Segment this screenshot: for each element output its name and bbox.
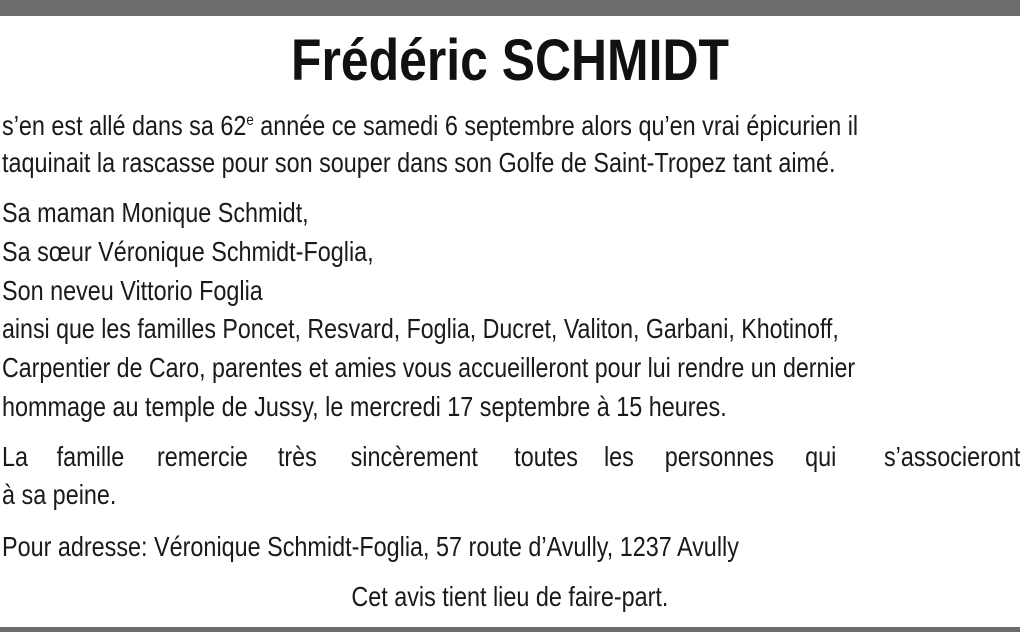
thanks-word: personnes (664, 441, 775, 472)
thanks-word: qui (805, 441, 837, 472)
intro-line-2: taquinait la rascasse pour son souper dans son Golfe de Saint-Tropez tant aimé. (2, 147, 836, 178)
thanks-word: les (604, 441, 635, 472)
thanks-word: sincèrement (350, 441, 479, 472)
family-line-2: Sa sœur Véronique Schmidt-Foglia, (2, 236, 374, 267)
thanks-word: s’associeront (883, 441, 1020, 472)
family-line-1: Sa maman Monique Schmidt, (2, 197, 309, 228)
family-line-6: hommage au temple de Jussy, le mercredi 17 septembre à 15 heures. (2, 391, 727, 422)
intro-line-1: s’en est allé dans sa 62e année ce samedi 6 septembre alors qu’en vrai épicurien il (2, 110, 859, 141)
family-line-5: Carpentier de Caro, parentes et amies vous accueilleront pour lui rendre un dernier (2, 352, 856, 383)
footer-note: Cet avis tient lieu de faire-part. (351, 581, 669, 612)
address-line: Pour adresse: Véronique Schmidt-Foglia, 57 route d’Avully, 1237 Avully (2, 531, 739, 562)
family-line-3: Son neveu Vittorio Foglia (2, 275, 263, 306)
top-rule (0, 0, 1020, 16)
bottom-rule (0, 627, 1020, 632)
thanks-word: La (2, 441, 29, 472)
deceased-name: Frédéric SCHMIDT (291, 28, 729, 93)
family-line-4: ainsi que les familles Poncet, Resvard, Foglia, Ducret, Valiton, Garbani, Khotinoff, (2, 313, 839, 344)
thanks-word: remercie (157, 441, 249, 472)
thanks-line-1 (2, 438, 1020, 476)
thanks-word: toutes (514, 441, 578, 472)
thanks-word: très (278, 441, 318, 472)
thanks-line-2: à sa peine. (2, 479, 117, 510)
thanks-word: famille (56, 441, 125, 472)
